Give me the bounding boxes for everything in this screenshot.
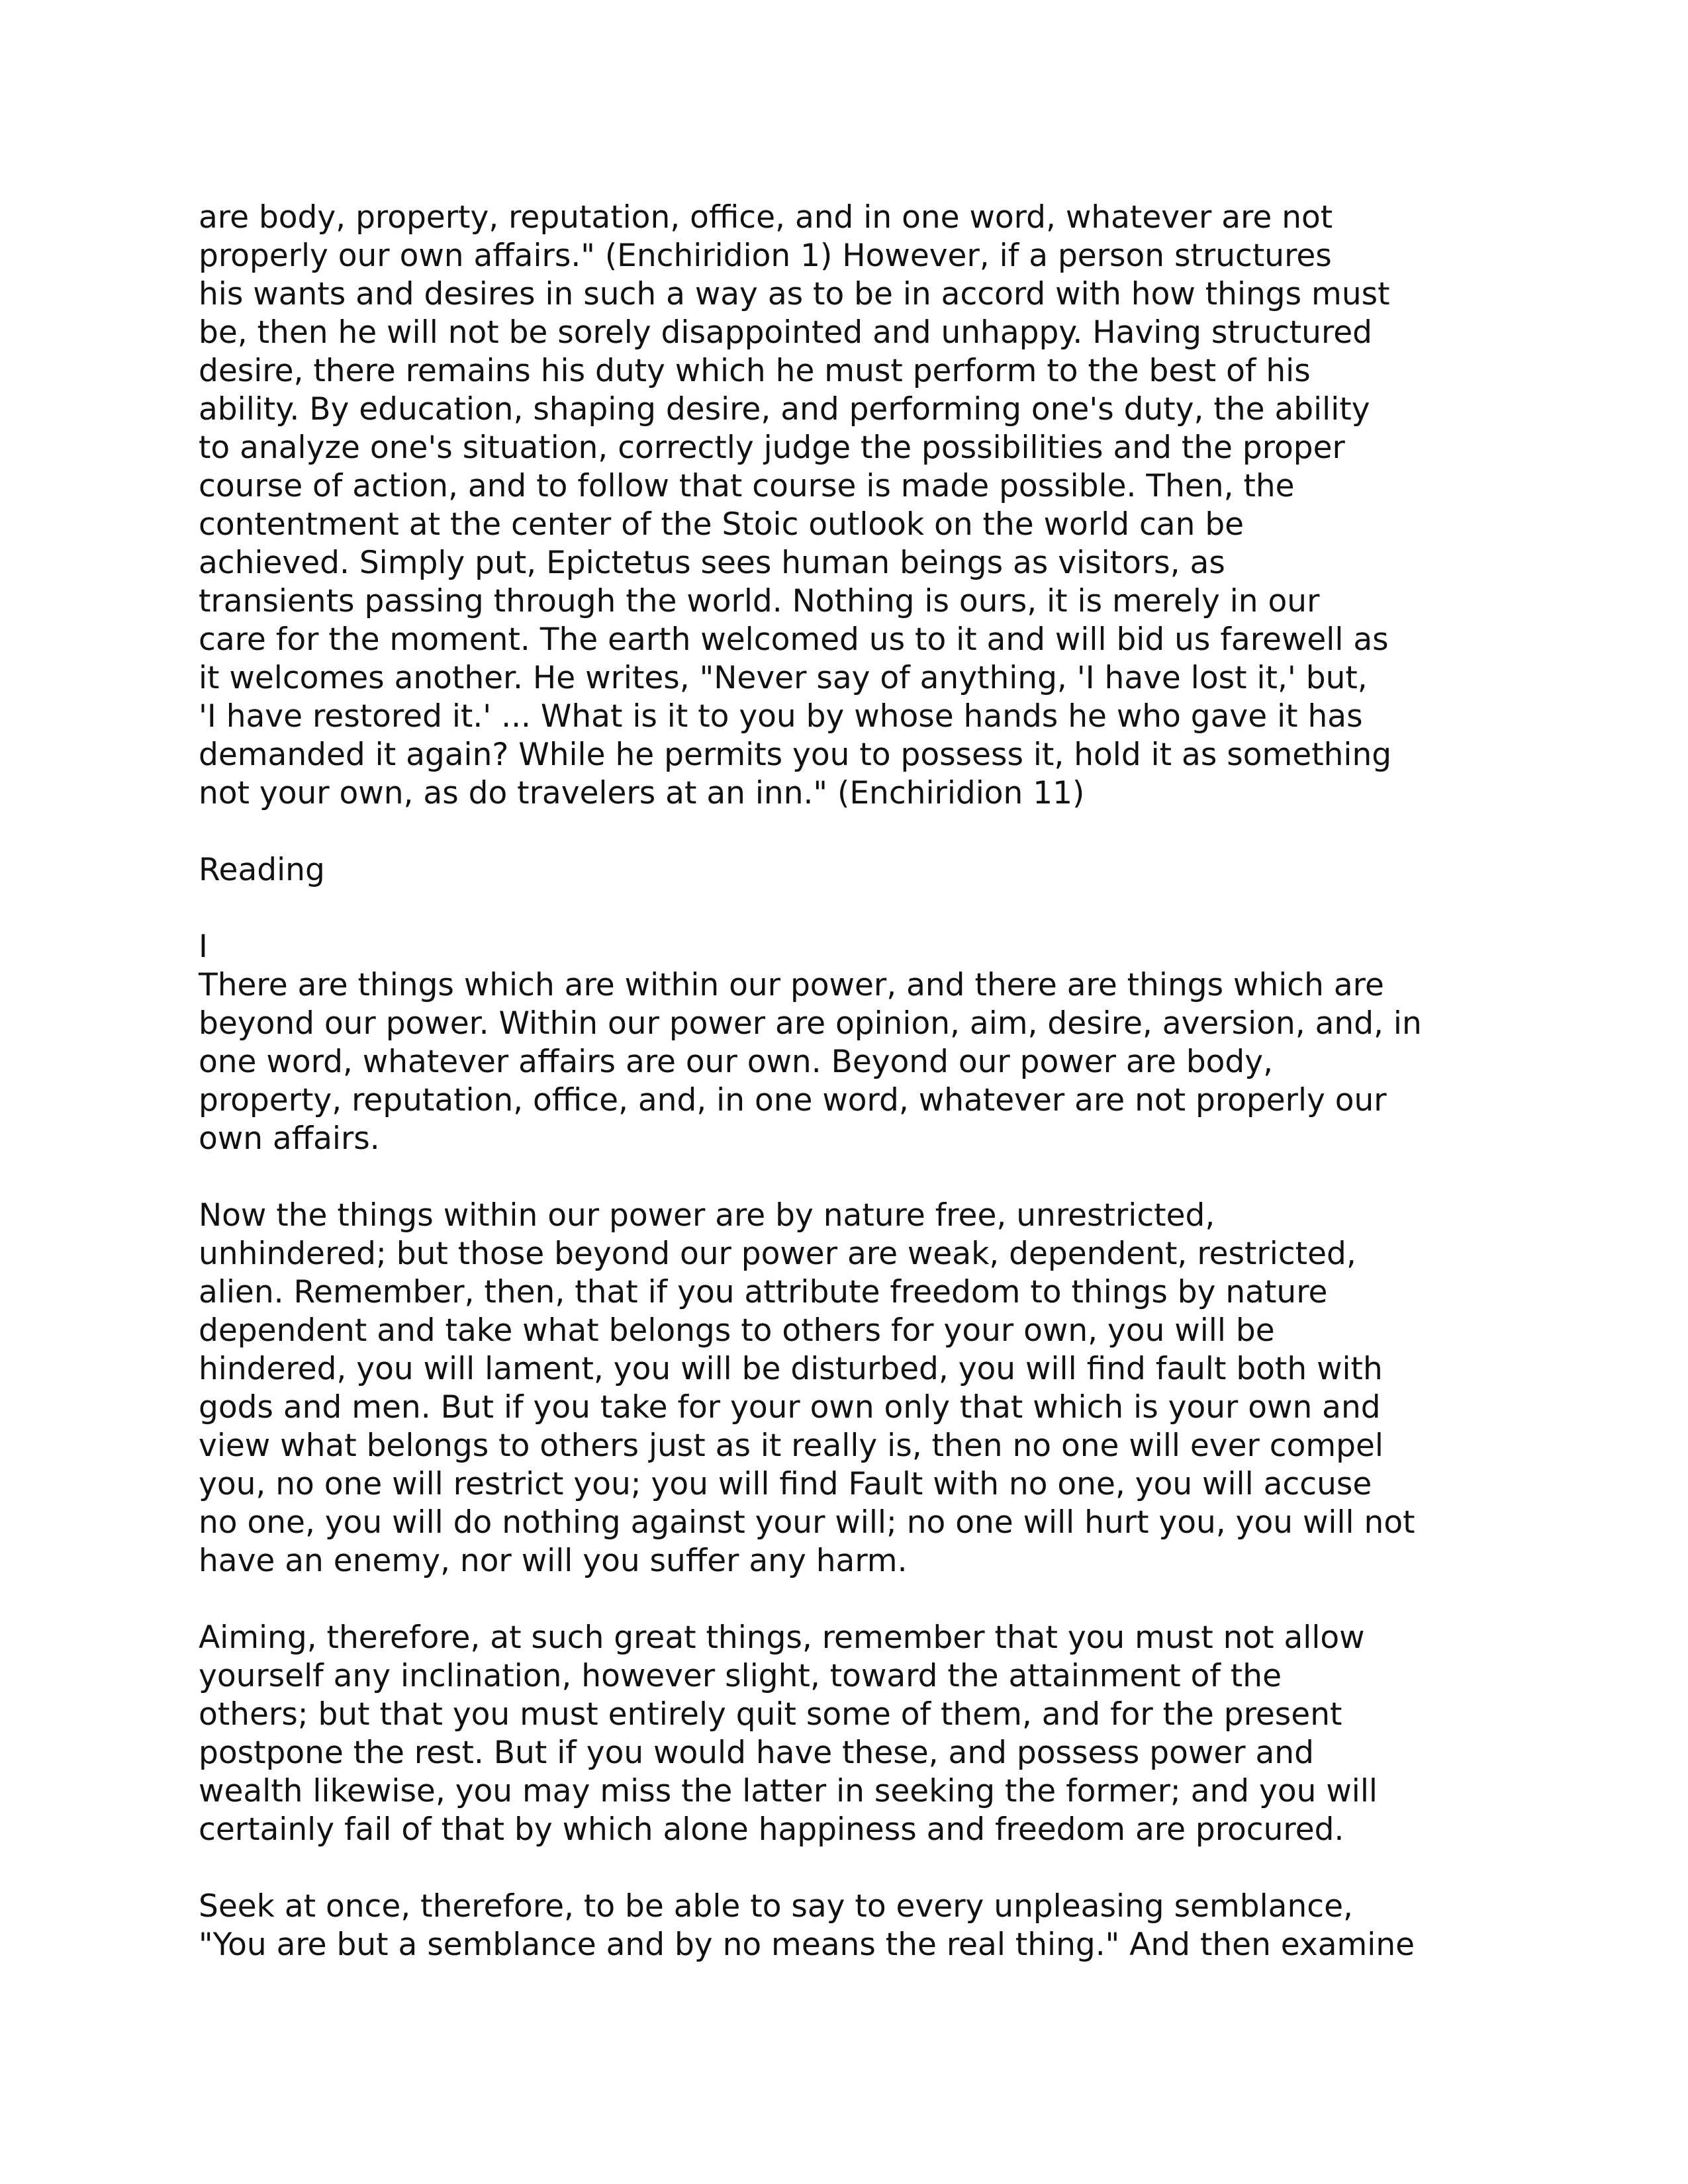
text-line: wealth likewise, you may miss the latter in seeking the former; and you will [199,1773,1378,1809]
text-line: property, reputation, office, and, in one word, whatever are not properly our [199,1082,1387,1118]
text-line: Aiming, therefore, at such great things, remember that you must not allow [199,1619,1365,1656]
text-line: contentment at the center of the Stoic outlook on the world can be [199,506,1244,543]
text-line: beyond our power. Within our power are opinion, aim, desire, aversion, and, in [199,1005,1422,1042]
text-line: demanded it again? While he permits you to possess it, hold it as something [199,737,1392,773]
text-line: certainly fail of that by which alone happiness and freedom are procured. [199,1811,1344,1848]
text-line: dependent and take what belongs to others for your own, you will be [199,1312,1275,1349]
text-line: ability. By education, shaping desire, and performing one's duty, the ability [199,391,1370,428]
text-line: postpone the rest. But if you would have these, and possess power and [199,1735,1314,1771]
text-line: There are things which are within our power, and there are things which are [199,967,1384,1003]
paragraph-3 [199,1619,1496,1849]
text-line: yourself any inclination, however slight, toward the attainment of the [199,1658,1282,1694]
text-line: are body, property, reputation, office, and in one word, whatever are not [199,199,1333,236]
text-line: be, then he will not be sorely disappointed and unhappy. Having structured [199,314,1373,351]
intro-paragraph [199,199,1496,813]
text-line: Now the things within our power are by nature free, unrestricted, [199,1197,1215,1234]
text-line: alien. Remember, then, that if you attribute freedom to things by nature [199,1274,1328,1310]
paragraph-1 [199,966,1496,1158]
text-line: 'I have restored it.' ... What is it to you by whose hands he who gave it has [199,698,1363,735]
text-line: own affairs. [199,1120,380,1157]
text-line: view what belongs to others just as it really is, then no one will ever compel [199,1428,1383,1464]
text-line: his wants and desires in such a way as to be in accord with how things must [199,276,1390,312]
text-line: care for the moment. The earth welcomed us to it and will bid us farewell as [199,621,1389,658]
text-line: others; but that you must entirely quit some of them, and for the present [199,1696,1342,1733]
text-line: you, no one will restrict you; you will find Fault with no one, you will accuse [199,1466,1372,1502]
text-line: "You are but a semblance and by no means the real thing." And then examine [199,1927,1415,1963]
text-line: Seek at once, therefore, to be able to say to every unpleasing semblance, [199,1888,1353,1925]
heading-text: Reading [199,852,325,888]
text-line: to analyze one's situation, correctly judge the possibilities and the proper [199,430,1345,466]
text-line: one word, whatever affairs are our own. Beyond our power are body, [199,1044,1274,1080]
text-line: no one, you will do nothing against your will; no one will hurt you, you will not [199,1504,1415,1541]
text-line: properly our own affairs." (Enchiridion 1) However, if a person structures [199,238,1332,274]
paragraph-2 [199,1197,1496,1580]
text-line: gods and men. But if you take for your own only that which is your own and [199,1389,1381,1426]
document-page [199,199,1496,1964]
paragraph-4 [199,1888,1496,1964]
text-line: not your own, as do travelers at an inn." (Enchiridion 11) [199,775,1085,811]
text-line: it welcomes another. He writes, "Never say of anything, 'I have lost it,' but, [199,660,1368,696]
section-numeral [199,928,1496,966]
text-line: hindered, you will lament, you will be disturbed, you will find fault both with [199,1351,1383,1387]
text-line: transients passing through the world. Nothing is ours, it is merely in our [199,583,1320,619]
text-line: desire, there remains his duty which he must perform to the best of his [199,353,1311,389]
text-line: have an enemy, nor will you suffer any harm. [199,1543,908,1579]
numeral-text: I [199,929,208,965]
text-line: course of action, and to follow that course is made possible. Then, the [199,468,1295,504]
text-line: achieved. Simply put, Epictetus sees human beings as visitors, as [199,545,1225,581]
text-line: unhindered; but those beyond our power are weak, dependent, restricted, [199,1236,1356,1272]
section-heading [199,851,1496,889]
